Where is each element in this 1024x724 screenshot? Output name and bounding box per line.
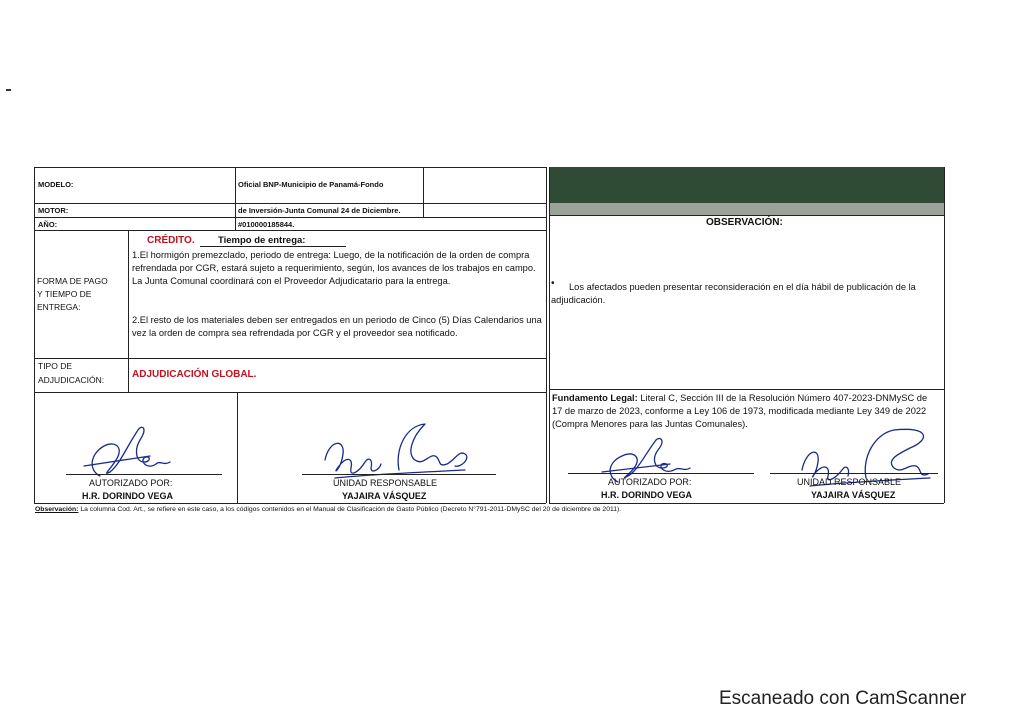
unidad-label-right: UNIDAD RESPONSABLE bbox=[797, 477, 902, 487]
paragraph-2: 2.El resto de los materiales deben ser entregados en un periodo de Cinco (5) Días Calendarios una vez la orden de compra sea refrendada por CGR y el proveedor sea notificado. bbox=[132, 315, 542, 338]
modelo-value: Oficial BNP-Municipio de Panamá-Fondo bbox=[238, 180, 384, 189]
autorizado-label-left: AUTORIZADO POR: bbox=[89, 478, 173, 488]
unidad-name-right: YAJAIRA VÁSQUEZ bbox=[811, 490, 896, 500]
unidad-line-left bbox=[302, 474, 496, 475]
fundamento-label: Fundamento Legal: bbox=[552, 393, 638, 403]
forma-pago-label-2: Y TIEMPO DE bbox=[37, 289, 92, 299]
forma-pago-label-3: ENTREGA: bbox=[37, 302, 81, 312]
observacion-bullet: • bbox=[551, 278, 555, 289]
footnote-label: Observación: bbox=[35, 506, 79, 513]
paragraph-1: 1.El hormigón premezclado, periodo de entrega: Luego, de la notificación de la orden de compra refrendada por CGR, estará sujeto a requerimiento, según, los avances de los trabajos en campo. La Junta Comunal coordinará con el Proveedor Adjudicatario para la entrega. bbox=[132, 250, 536, 286]
autorizado-name-right: H.R. DORINDO VEGA bbox=[601, 490, 693, 500]
observacion-header: OBSERVACIÓN: bbox=[706, 217, 783, 228]
observacion-text: Los afectados pueden presentar reconsideración en el día hábil de publicación de la adjudicación. bbox=[551, 282, 916, 305]
footnote-text: La columna Cod. Art., se refiere en este caso, a los códigos contenidos en el Manual de Clasificación de Gasto Público (Decreto N°791-2011-DMySC del 20 de diciembre de 2011). bbox=[80, 506, 622, 513]
motor-label: MOTOR: bbox=[38, 206, 69, 215]
unidad-name-left: YAJAIRA VÁSQUEZ bbox=[342, 491, 427, 501]
fundamento-text: Literal C, Sección III de la Resolución Número 407-2023-DNMySC de 17 de marzo de 2023, conforme a Ley 106 de 1973, modificada mediante Ley 349 de 2022 (Compra Menores para las Juntas Comunales). bbox=[552, 393, 928, 429]
autorizado-label-right: AUTORIZADO POR: bbox=[608, 477, 692, 487]
credito-label: CRÉDITO. bbox=[147, 235, 195, 246]
ano-label: AÑO: bbox=[38, 220, 58, 229]
unidad-line-right bbox=[770, 473, 938, 474]
tiempo-entrega-label: Tiempo de entrega: bbox=[218, 235, 306, 246]
tipo-label-2: ADJUDICACIÓN: bbox=[38, 375, 105, 385]
autorizado-name-left: H.R. DORINDO VEGA bbox=[82, 491, 174, 501]
stray-mark bbox=[6, 89, 11, 91]
unidad-label-left: UNIDAD RESPONSABLE bbox=[333, 478, 438, 488]
camscanner-watermark: Escaneado con CamScanner bbox=[719, 688, 967, 709]
tiempo-entrega-underline bbox=[200, 246, 346, 247]
motor-value: de Inversión-Junta Comunal 24 de Diciembre. bbox=[238, 206, 401, 215]
signature-vega-left-icon bbox=[80, 418, 190, 482]
tipo-value: ADJUDICACIÓN GLOBAL. bbox=[132, 369, 257, 380]
modelo-label: MODELO: bbox=[38, 180, 74, 189]
footnote bbox=[35, 507, 621, 514]
ano-value: #010000185844. bbox=[238, 220, 295, 229]
tipo-label-1: TIPO DE bbox=[38, 361, 73, 371]
autorizado-line-right bbox=[568, 473, 754, 474]
autorizado-line-left bbox=[66, 474, 222, 475]
header-green-bar bbox=[549, 167, 944, 203]
forma-pago-label-1: FORMA DE PAGO bbox=[37, 276, 108, 286]
header-grey-bar bbox=[549, 203, 944, 215]
